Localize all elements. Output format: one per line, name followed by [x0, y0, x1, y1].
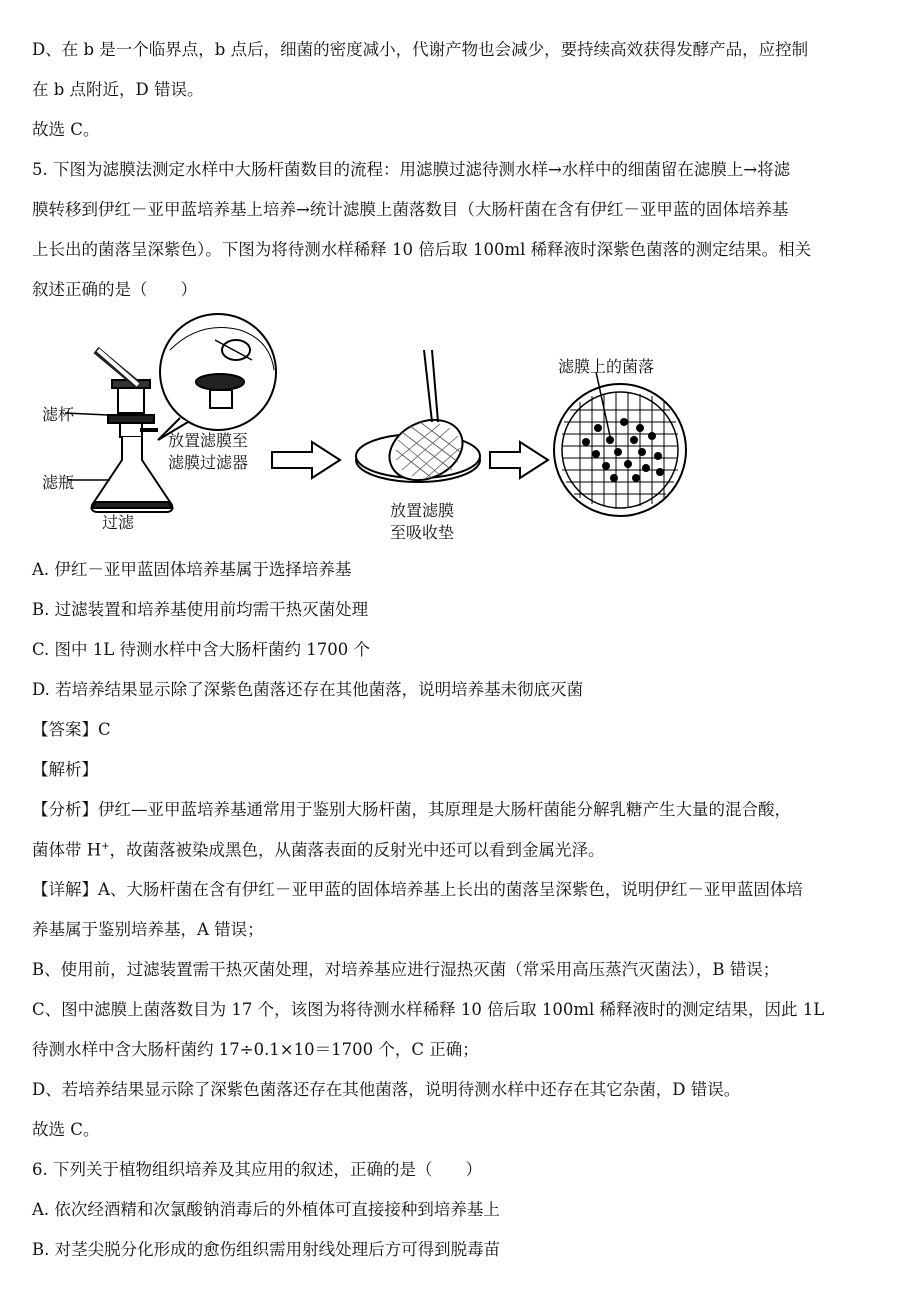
option-b: B. 过滤装置和培养基使用前均需干热灭菌处理	[32, 600, 369, 619]
analysis-line: D、若培养结果显示除了深紫色菌落还存在其他菌落，说明待测水样中还存在其它杂菌，D 错误。	[32, 1080, 741, 1099]
q6-option-b: B. 对茎尖脱分化形成的愈伤组织需用射线处理后方可得到脱毒苗	[32, 1240, 501, 1259]
label-absorb-2: 至吸收垫	[390, 523, 455, 542]
text-line: 故选 C。	[32, 120, 100, 139]
label-absorb-1: 放置滤膜	[390, 501, 455, 520]
option-d: D. 若培养结果显示除了深紫色菌落还存在其他菌落，说明培养基未彻底灭菌	[32, 680, 584, 699]
analysis-line: 故选 C。	[32, 1120, 100, 1139]
text-line: 膜转移到伊红－亚甲蓝培养基上培养→统计滤膜上菌落数目（大肠杆菌在含有伊红－亚甲蓝的固体培养基	[32, 200, 789, 219]
option-a: A. 伊红－亚甲蓝固体培养基属于选择培养基	[32, 560, 352, 579]
analysis-title: 【解析】	[32, 760, 98, 779]
superscript: +	[101, 841, 110, 852]
analysis-line	[32, 842, 605, 859]
analysis-line: 待测水样中含大肠杆菌约 17÷0.1×10＝1700 个，C 正确；	[32, 1040, 479, 1059]
analysis-line: 养基属于鉴别培养基，A 错误；	[32, 920, 264, 939]
text-line: D、在 b 是一个临界点，b 点后，细菌的密度减小，代谢产物也会减少，要持续高效获得发酵产品，应控制	[32, 40, 809, 59]
analysis-text: 菌体带 H	[32, 840, 102, 860]
analysis-line: 【详解】A、大肠杆菌在含有伊红－亚甲蓝的固体培养基上长出的菌落呈深紫色，说明伊红－亚甲蓝固体培	[32, 880, 803, 899]
label-filter-cup: 滤杯	[42, 405, 75, 424]
text-line: 上长出的菌落呈深紫色）。下图为将待测水样稀释 10 倍后取 100ml 稀释液时深紫色菌落的测定结果。相关	[32, 240, 812, 259]
q6-option-a: A. 依次经酒精和次氯酸钠消毒后的外植体可直接接种到培养基上	[32, 1200, 500, 1219]
label-filter-flask: 滤瓶	[42, 473, 75, 492]
label-filtering: 过滤	[102, 513, 135, 532]
analysis-line: C、图中滤膜上菌落数目为 17 个，该图为将待测水样稀释 10 倍后取 100ml 稀释液时的测定结果，因此 1L	[32, 1000, 825, 1019]
label-colonies: 滤膜上的菌落	[558, 357, 655, 376]
analysis-line: 【分析】伊红—亚甲蓝培养基通常用于鉴别大肠杆菌，其原理是大肠杆菌能分解乳糖产生大量的混合酸，	[32, 800, 791, 819]
text-line: 在 b 点附近，D 错误。	[32, 80, 204, 99]
text-line: 叙述正确的是（ ）	[32, 280, 197, 299]
label-place-membrane-1: 放置滤膜至	[168, 431, 249, 450]
question-6-stem: 6. 下列关于植物组织培养及其应用的叙述，正确的是（ ）	[32, 1160, 482, 1179]
analysis-line: B、使用前，过滤装置需干热灭菌处理，对培养基应进行湿热灭菌（常采用高压蒸汽灭菌法），B 错误；	[32, 960, 780, 979]
analysis-text: ，故菌落被染成黑色，从菌落表面的反射光中还可以看到金属光泽。	[109, 840, 605, 860]
option-c: C. 图中 1L 待测水样中含大肠杆菌约 1700 个	[32, 640, 370, 659]
question-5-stem: 5. 下图为滤膜法测定水样中大肠杆菌数目的流程：用滤膜过滤待测水样→水样中的细菌留在滤膜上→将滤	[32, 160, 791, 179]
membrane-filtration-figure	[40, 310, 740, 550]
label-place-membrane-2: 滤膜过滤器	[168, 453, 249, 472]
answer: 【答案】C	[32, 720, 111, 739]
